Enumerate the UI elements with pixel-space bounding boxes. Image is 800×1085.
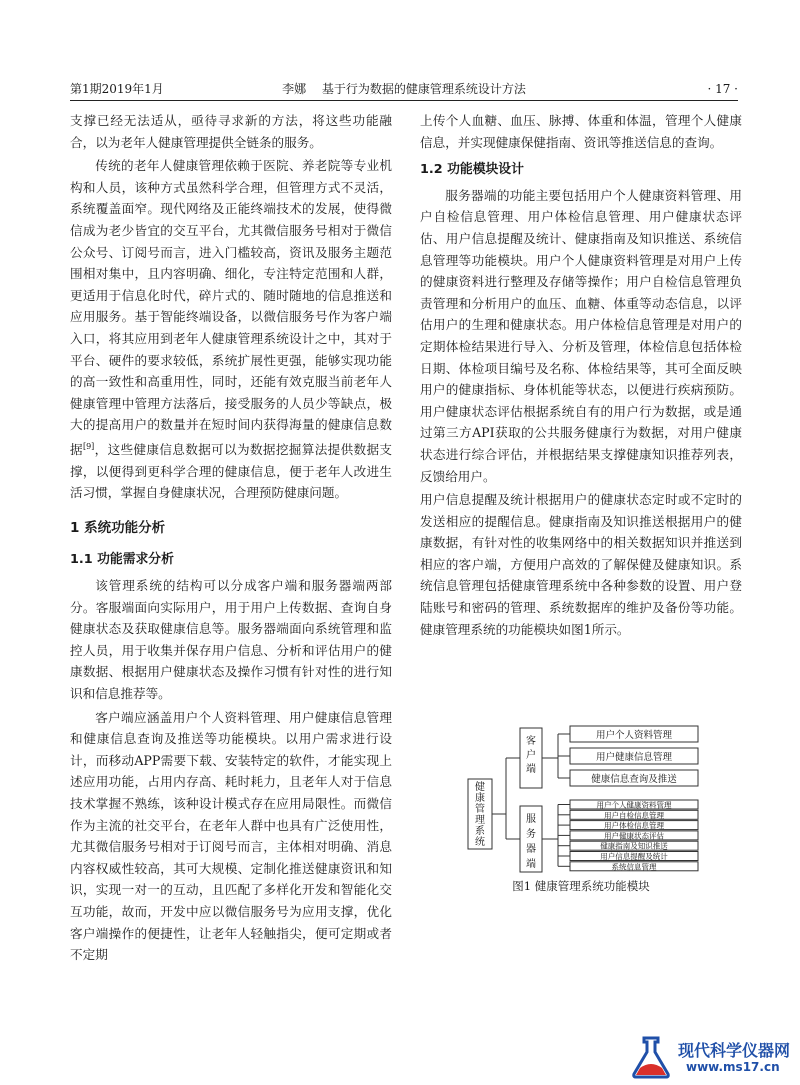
figure-caption: 图1 健康管理系统功能模块 <box>512 879 650 893</box>
subsection-heading: 1.2 功能模块设计 <box>420 162 524 178</box>
running-title: 李娜 基于行为数据的健康管理系统设计方法 <box>282 82 526 96</box>
client-module-label: 健康信息查询及推送 <box>591 774 677 785</box>
root-label: 健康管理系统 <box>475 782 485 848</box>
server-label: 服务器端 <box>526 814 536 870</box>
client-module-label: 用户个人资料管理 <box>595 730 673 741</box>
server-module-label: 系统信息管理 <box>611 862 657 872</box>
watermark-title: 现代科学仪器网 <box>678 1041 791 1060</box>
paragraph: 客户端应涵盖用户个人资料管理、用户健康信息管理和健康信息查询及推送等功能模块。以用户需求进行设计，而移动APP需要下载、安装特定的软件，才能实现上述应用功能，占用内存高、耗时耗力，且老年人对于信息技术掌握不熟练，该种设计模式存在应用局限性。而微信作为主流的社交平台，在老年人群中也具有广泛使用性，尤其微信服务号相对于订阅号而言，主体相对明确、消息内容权威性较高，其可大规模、定制化推送健康资讯和知识，实现一对一的互动，且匹配了多样化开发和智能化交互功能，故而，开发中应以微信服务号为应用支撑，优化客户端操作的便捷性，让老年人轻触指尖，便可定期或者不定期 <box>70 709 392 963</box>
server-module-label: 用户个人健康资料管理 <box>596 800 672 810</box>
section-heading: 1 系统功能分析 <box>70 519 166 536</box>
issue-date: 第1期2019年1月 <box>70 82 164 96</box>
server-module-label: 健康指南及知识推送 <box>600 841 668 851</box>
paragraph: 上传个人血糖、血压、脉搏、体重和体温，管理个人健康信息，并实现健康保健指南、资讯等推送信息的查询。 <box>420 113 742 150</box>
header-rule <box>70 100 738 101</box>
page-number: · 17 · <box>707 82 738 96</box>
flask-logo-icon <box>628 1034 674 1080</box>
server-module-label: 用户信息提醒及统计 <box>600 852 668 861</box>
citation-ref: [9] <box>82 441 95 451</box>
server-module-label: 用户自检信息管理 <box>604 810 664 820</box>
running-header <box>70 80 738 98</box>
paragraph: 支撑已经无法适从，亟待寻求新的方法，将这些功能融合，以为老年人健康管理提供全链条的服务。 <box>70 113 392 150</box>
paragraph: 传统的老年人健康管理依赖于医院、养老院等专业机构和人员，该种方式虽然科学合理，但管理方式不灵活，系统覆盖面窄。现代网络及正能终端技术的发展，使得微信成为老少皆宜的交互平台，尤其微信服务号相对于微信公众号、订阅号而言，进入门槛较高，资讯及服务主题范围相对集中，且内容明确、细化，专注特定范围和人群，更适用于信息化时代，碎片式的、随时随地的信息推送和应用服务。基于智能终端设备，以微信服务号作为客户端入口，将其应用到老年人健康管理系统设计之中，其对于平台、硬件的要求较低，系统扩展性更强，能够实现功能的高一致性和高重用性，同时，还能有效克服当前老年人健康管理中管理方法落后，接受服务的人员少等缺点，极大的提高用户的数量并在短时间内获得海量的健康信息数据[9]，这些健康信息数据可以为数据挖掘算法提供数据支撑，以便得到更科学合理的健康信息，便于老年人改进生活习惯，掌握自身健康状况，合理预防健康问题。 <box>70 158 393 501</box>
right-column <box>420 110 742 642</box>
paragraph: 服务器端的功能主要包括用户个人健康资料管理、用户自检信息管理、用户体检信息管理、用户健康状态评估、用户信息提醒及统计、健康指南及知识推送、系统信息管理等功能模块。用户个人健康资料管理是对用户上传的健康资料进行整理及存储等操作；用户自检信息管理负责管理和分析用户的血压、血糖、体重等动态信息，以评估用户的生理和健康状态。用户体检信息管理是对用户的定期体检结果进行导入、分析及管理，体检信息包括体检日期、体检项目编号及名称、体检结果等，其可全面反映用户的健康指标、身体机能等状态，以便进行疾病预防。用户健康状态评估根据系统自有的用户行为数据，或是通过第三方API获取的公共服务健康行为数据，对用户健康状态进行综合评估，并根据结果支撑健康知识推荐列表，反馈给用户。 <box>420 187 742 484</box>
diagram-svg <box>420 724 742 874</box>
function-module-diagram <box>420 724 742 874</box>
site-watermark <box>628 1034 798 1082</box>
watermark-url: www.ms17.cn <box>686 1060 780 1074</box>
left-column <box>70 110 392 968</box>
paragraph: 用户信息提醒及统计根据用户的健康状态定时或不定时的发送相应的提醒信息。健康指南及知识推送根据用户的健康数据，有针对性的收集网络中的相关数据知识并推送到相应的客户端，方便用户高效的了解保健及健康知识。系统信息管理包括健康管理系统中各种参数的设置、用户登陆账号和密码的管理、系统数据库的维护及备份等功能。健康管理系统的功能模块如图1所示。 <box>420 492 742 637</box>
subsection-heading: 1.1 功能需求分析 <box>70 552 174 568</box>
client-module-label: 用户健康信息管理 <box>595 752 673 763</box>
paragraph: 该管理系统的结构可以分成客户端和服务器端两部分。客服端面向实际用户，用于用户上传数据、查询自身健康状态及获取健康信息等。服务器端面向系统管理和监控人员，用于收集并保存用户信息、分析和评估用户的健康数据、根据用户健康状态及操作习惯有针对性的进行知识和信息推荐等。 <box>70 578 392 702</box>
server-module-label: 用户体检信息管理 <box>604 821 664 831</box>
server-module-label: 用户健康状态评估 <box>604 831 664 841</box>
client-label: 客户端 <box>526 736 536 775</box>
